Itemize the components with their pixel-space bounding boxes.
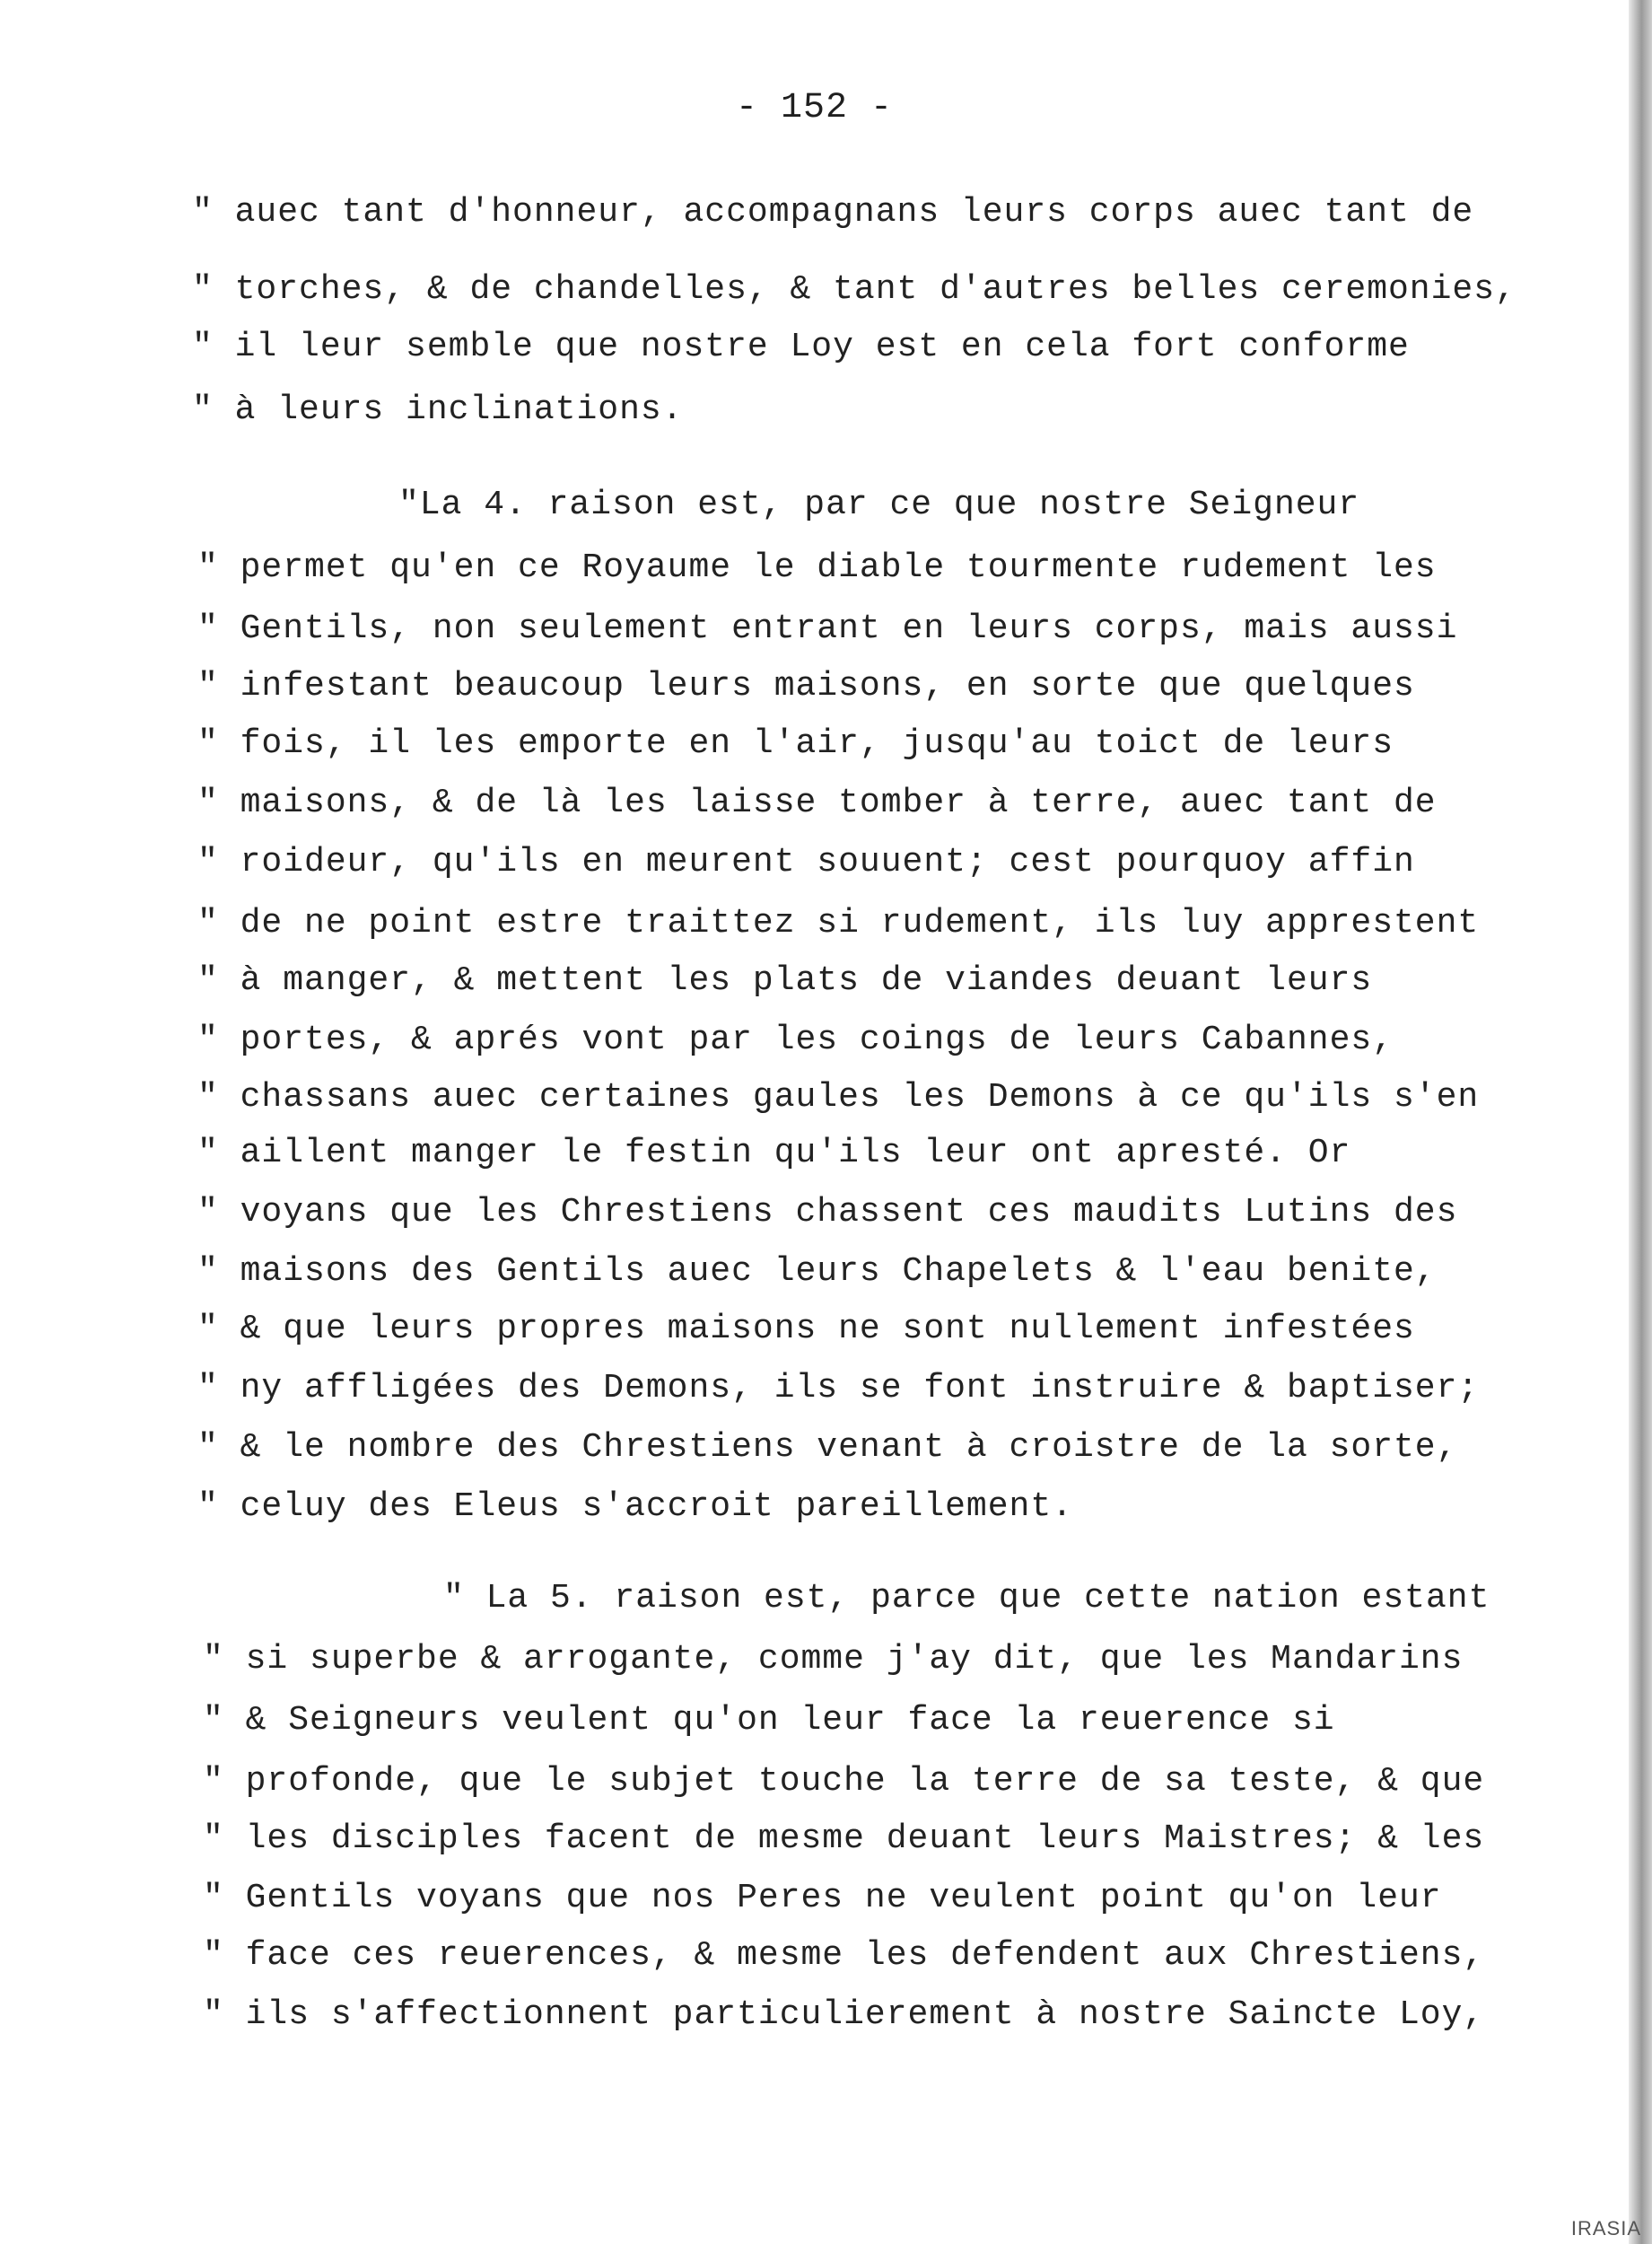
- watermark-label: IRASIA: [1570, 2217, 1641, 2240]
- text-line: " fois, il les emporte en l'air, jusqu'au toict de leurs: [197, 724, 1394, 763]
- text-line: " ny affligées des Demons, ils se font instruire & baptiser;: [197, 1369, 1480, 1407]
- paragraph-start-line: " La 5. raison est, parce que cette nation estant: [443, 1579, 1490, 1617]
- text-line: " maisons, & de là les laisse tomber à terre, auec tant de: [197, 784, 1437, 822]
- text-line: " profonde, que le subjet touche la terre de sa teste, & que: [203, 1762, 1485, 1801]
- text-line: " infestant beaucoup leurs maisons, en sorte que quelques: [197, 667, 1415, 706]
- text-line: " à leurs inclinations.: [192, 390, 684, 429]
- text-line: " permet qu'en ce Royaume le diable tourmente rudement les: [197, 548, 1437, 587]
- page-edge-shadow: [1629, 0, 1652, 2244]
- text-line: " chassans auec certaines gaules les Demons à ce qu'ils s'en: [197, 1078, 1480, 1117]
- text-line: " Gentils voyans que nos Peres ne veulent point qu'on leur: [203, 1879, 1442, 1917]
- text-line: " si superbe & arrogante, comme j'ay dit, que les Mandarins: [203, 1640, 1464, 1679]
- text-line: " il leur semble que nostre Loy est en cela fort conforme: [192, 328, 1410, 366]
- text-line: " les disciples facent de mesme deuant leurs Maistres; & les: [203, 1819, 1485, 1858]
- text-line: " voyans que les Chrestiens chassent ces maudits Lutins des: [197, 1193, 1458, 1232]
- text-line: " celuy des Eleus s'accroit pareillement.: [197, 1487, 1073, 1526]
- text-line: " portes, & aprés vont par les coings de leurs Cabannes,: [197, 1021, 1394, 1059]
- paragraph-start-line: "La 4. raison est, par ce que nostre Seigneur: [398, 486, 1360, 524]
- text-line: " torches, & de chandelles, & tant d'autres belles ceremonies,: [192, 270, 1517, 309]
- text-line: " Gentils, non seulement entrant en leurs corps, mais aussi: [197, 609, 1458, 648]
- text-line: " & Seigneurs veulent qu'on leur face la reuerence si: [203, 1701, 1335, 1740]
- text-line: " & que leurs propres maisons ne sont nullement infestées: [197, 1310, 1415, 1348]
- text-line: " aillent manger le festin qu'ils leur ont apresté. Or: [197, 1134, 1351, 1172]
- text-line: " de ne point estre traittez si rudement, ils luy apprestent: [197, 904, 1480, 942]
- text-line: " auec tant d'honneur, accompagnans leurs corps auec tant de: [192, 193, 1474, 232]
- text-line: " & le nombre des Chrestiens venant à croistre de la sorte,: [197, 1428, 1458, 1467]
- text-line: " roideur, qu'ils en meurent souuent; cest pourquoy affin: [197, 843, 1415, 881]
- text-line: " à manger, & mettent les plats de viandes deuant leurs: [197, 961, 1373, 1000]
- text-line: " face ces reuerences, & mesme les defendent aux Chrestiens,: [203, 1936, 1485, 1975]
- text-line: " ils s'affectionnent particulierement à nostre Saincte Loy,: [203, 1995, 1485, 2034]
- page-number: - 152 -: [736, 88, 894, 128]
- text-line: " maisons des Gentils auec leurs Chapelets & l'eau benite,: [197, 1252, 1437, 1291]
